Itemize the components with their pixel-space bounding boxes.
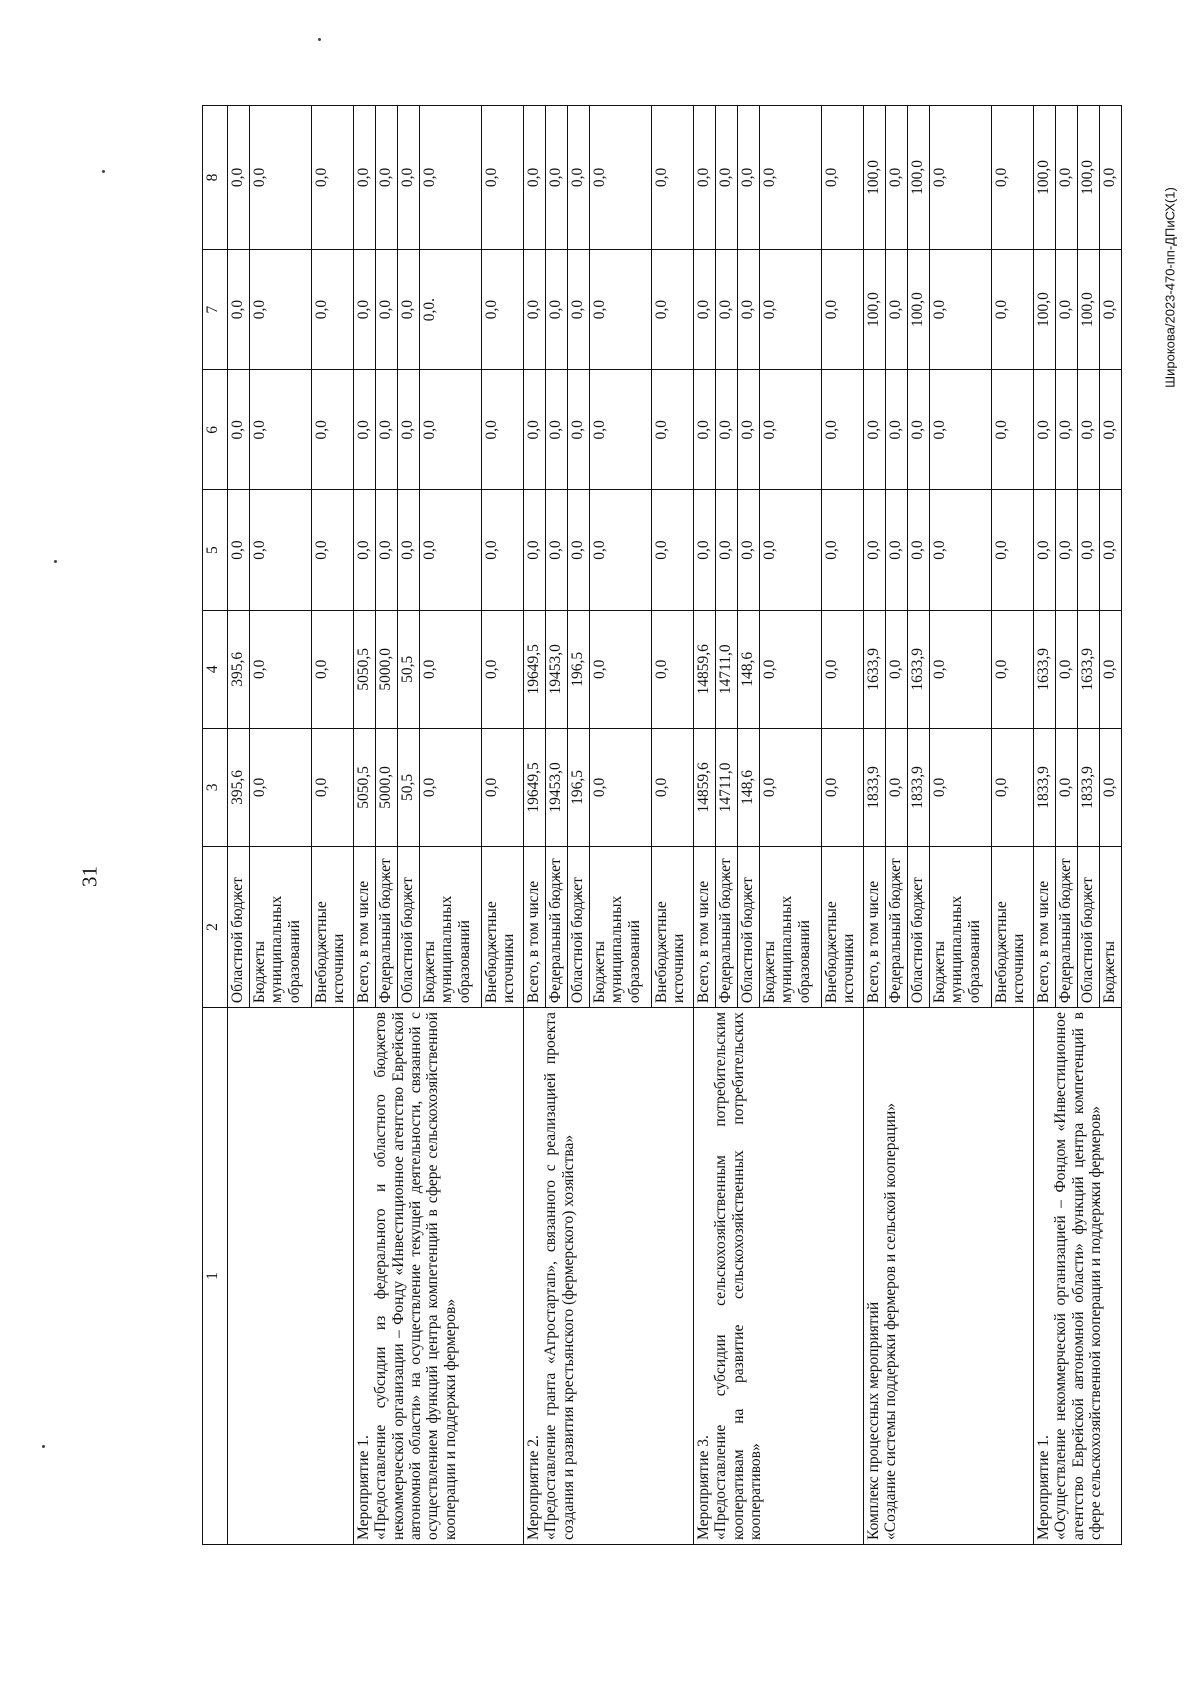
amount-cell: 0,0 bbox=[1056, 728, 1078, 846]
amount-cell: 395,6 bbox=[228, 728, 250, 846]
amount-cell: 0,0 bbox=[398, 370, 420, 490]
header-cell: 8 bbox=[203, 106, 228, 250]
amount-cell: 0,0 bbox=[398, 106, 420, 250]
table-body bbox=[203, 106, 1122, 1545]
amount-cell: 0,0 bbox=[228, 106, 250, 250]
amount-cell: 0,0 bbox=[822, 106, 864, 250]
amount-cell: 0,0 bbox=[482, 106, 524, 250]
amount-cell: 14859,6 bbox=[694, 610, 716, 728]
amount-cell: 0,0 bbox=[376, 370, 398, 490]
amount-cell: 0,0 bbox=[652, 370, 694, 490]
funding-source: Бюджеты муниципальных образований bbox=[250, 846, 312, 1007]
funding-source: Областной бюджет bbox=[1078, 846, 1100, 1007]
amount-cell: 19453,0 bbox=[546, 728, 568, 846]
amount-cell: 0,0 bbox=[482, 610, 524, 728]
amount-cell: 0,0 bbox=[886, 610, 908, 728]
amount-cell: 0,0 bbox=[930, 370, 992, 490]
amount-cell: 100,0 bbox=[1034, 249, 1056, 369]
amount-cell: 0,0 bbox=[760, 490, 822, 610]
funding-source: Бюджеты муниципальных образований bbox=[930, 846, 992, 1007]
amount-cell: 0,0 bbox=[822, 370, 864, 490]
amount-cell: 0,0 bbox=[420, 728, 482, 846]
amount-cell: 0,0 bbox=[376, 106, 398, 250]
amount-cell: 100,0 bbox=[1034, 106, 1056, 250]
amount-cell: 0,0 bbox=[716, 249, 738, 369]
amount-cell: 148,6 bbox=[738, 610, 760, 728]
amount-cell: 0,0 bbox=[398, 249, 420, 369]
amount-cell: 0,0 bbox=[228, 490, 250, 610]
header-cell: 1 bbox=[203, 1008, 228, 1545]
table-row bbox=[694, 106, 716, 1545]
funding-source: Всего, в том числе bbox=[694, 846, 716, 1007]
table-row bbox=[228, 106, 250, 1545]
amount-cell: 0,0 bbox=[312, 249, 354, 369]
amount-cell: 0,0 bbox=[420, 370, 482, 490]
scan-speck bbox=[42, 1445, 45, 1448]
funding-source: Внебюджетные источники bbox=[312, 846, 354, 1007]
amount-cell: 0,0 bbox=[738, 249, 760, 369]
table-row bbox=[354, 106, 376, 1545]
amount-cell: 0,0 bbox=[716, 490, 738, 610]
amount-cell: 0,0 bbox=[694, 370, 716, 490]
scan-speck bbox=[54, 560, 57, 563]
funding-source: Внебюджетные источники bbox=[822, 846, 864, 1007]
amount-cell: 0,0. bbox=[420, 249, 482, 369]
table-row bbox=[1034, 106, 1056, 1545]
amount-cell: 1833,9 bbox=[908, 728, 930, 846]
funding-source: Бюджеты муниципальных образований bbox=[590, 846, 652, 1007]
measure-description: Мероприятие 1. «Осуществление некоммерческой организацией – Фондом «Инвестиционное агентство Еврейской автономной области» функций центра компетенций в сфере сельскохозяйственной кооперации и поддержки фермеров» bbox=[1034, 1008, 1122, 1545]
amount-cell: 0,0 bbox=[930, 249, 992, 369]
amount-cell: 0,0 bbox=[250, 106, 312, 250]
funding-source: Федеральный бюджет bbox=[1056, 846, 1078, 1007]
amount-cell: 0,0 bbox=[568, 490, 590, 610]
header-cell: 2 bbox=[203, 846, 228, 1007]
amount-cell: 5050,5 bbox=[354, 610, 376, 728]
amount-cell: 14711,0 bbox=[716, 610, 738, 728]
amount-cell: 5000,0 bbox=[376, 610, 398, 728]
amount-cell: 1633,9 bbox=[908, 610, 930, 728]
amount-cell: 0,0 bbox=[886, 490, 908, 610]
amount-cell: 0,0 bbox=[524, 370, 546, 490]
scan-speck bbox=[318, 38, 321, 41]
amount-cell: 0,0 bbox=[1056, 249, 1078, 369]
amount-cell: 0,0 bbox=[822, 728, 864, 846]
amount-cell: 0,0 bbox=[652, 610, 694, 728]
amount-cell: 0,0 bbox=[546, 370, 568, 490]
amount-cell: 100,0 bbox=[1078, 106, 1100, 250]
header-cell: 4 bbox=[203, 610, 228, 728]
measure-description: Мероприятие 3. «Предоставление субсидии сельскохозяйственным потребительским кооперативам на развитие сельскохозяйственных потребительских кооперативов» bbox=[694, 1008, 864, 1545]
amount-cell: 0,0 bbox=[524, 106, 546, 250]
funding-table bbox=[202, 105, 1122, 1545]
funding-source: Внебюджетные источники bbox=[652, 846, 694, 1007]
amount-cell: 0,0 bbox=[354, 490, 376, 610]
amount-cell: 0,0 bbox=[546, 106, 568, 250]
amount-cell: 0,0 bbox=[590, 610, 652, 728]
amount-cell: 0,0 bbox=[930, 490, 992, 610]
amount-cell: 0,0 bbox=[992, 106, 1034, 250]
amount-cell: 100,0 bbox=[1078, 249, 1100, 369]
amount-cell: 100,0 bbox=[908, 106, 930, 250]
amount-cell: 0,0 bbox=[354, 249, 376, 369]
amount-cell: 0,0 bbox=[1056, 370, 1078, 490]
amount-cell: 0,0 bbox=[908, 370, 930, 490]
amount-cell: 0,0 bbox=[312, 728, 354, 846]
amount-cell: 1633,9 bbox=[1034, 610, 1056, 728]
amount-cell: 0,0 bbox=[1034, 370, 1056, 490]
header-cell: 7 bbox=[203, 249, 228, 369]
amount-cell: 0,0 bbox=[992, 610, 1034, 728]
funding-source: Бюджеты bbox=[1100, 846, 1122, 1007]
amount-cell: 0,0 bbox=[652, 728, 694, 846]
amount-cell: 196,5 bbox=[568, 728, 590, 846]
funding-source: Всего, в том числе bbox=[354, 846, 376, 1007]
funding-source: Федеральный бюджет bbox=[546, 846, 568, 1007]
amount-cell: 14859,6 bbox=[694, 728, 716, 846]
amount-cell: 0,0 bbox=[694, 106, 716, 250]
amount-cell: 0,0 bbox=[1100, 106, 1122, 250]
amount-cell: 0,0 bbox=[1100, 490, 1122, 610]
amount-cell: 0,0 bbox=[420, 610, 482, 728]
amount-cell: 0,0 bbox=[738, 370, 760, 490]
amount-cell: 0,0 bbox=[590, 106, 652, 250]
amount-cell: 0,0 bbox=[822, 249, 864, 369]
amount-cell: 0,0 bbox=[992, 728, 1034, 846]
table-row bbox=[864, 106, 886, 1545]
funding-source: Внебюджетные источники bbox=[992, 846, 1034, 1007]
amount-cell: 0,0 bbox=[930, 728, 992, 846]
amount-cell: 0,0 bbox=[524, 249, 546, 369]
amount-cell: 0,0 bbox=[864, 490, 886, 610]
funding-source: Бюджеты муниципальных образований bbox=[420, 846, 482, 1007]
table-row bbox=[524, 106, 546, 1545]
amount-cell: 148,6 bbox=[738, 728, 760, 846]
amount-cell: 0,0 bbox=[694, 249, 716, 369]
amount-cell: 0,0 bbox=[546, 249, 568, 369]
rotated-table-container bbox=[202, 105, 1118, 1545]
header-cell: 5 bbox=[203, 490, 228, 610]
amount-cell: 0,0 bbox=[1100, 728, 1122, 846]
measure-description: Мероприятие 2. «Предоставление гранта «Агростартап», связанного с реализацией проекта создания и развития крестьянского (фермерского) хозяйства» bbox=[524, 1008, 694, 1545]
amount-cell: 0,0 bbox=[930, 610, 992, 728]
amount-cell: 0,0 bbox=[886, 370, 908, 490]
funding-source: Федеральный бюджет bbox=[886, 846, 908, 1007]
measure-description: Мероприятие 1. «Предоставление субсидии из федерального и областного бюджетов некоммерческой организации – Фонду «Инвестиционное агентство Еврейской автономной области» на осуществление текущей деятельности, связанной с осуществлением функций центра компетенций в сфере сельскохозяйственной кооперации и поддержки фермеров» bbox=[354, 1008, 524, 1545]
amount-cell: 395,6 bbox=[228, 610, 250, 728]
amount-cell: 0,0 bbox=[312, 610, 354, 728]
funding-source: Областной бюджет bbox=[908, 846, 930, 1007]
amount-cell: 0,0 bbox=[992, 490, 1034, 610]
amount-cell: 0,0 bbox=[250, 610, 312, 728]
amount-cell: 0,0 bbox=[822, 610, 864, 728]
amount-cell: 0,0 bbox=[376, 490, 398, 610]
amount-cell: 50,5 bbox=[398, 728, 420, 846]
amount-cell: 0,0 bbox=[546, 490, 568, 610]
amount-cell: 0,0 bbox=[420, 106, 482, 250]
amount-cell: 0,0 bbox=[652, 490, 694, 610]
funding-source: Бюджеты муниципальных образований bbox=[760, 846, 822, 1007]
amount-cell: 0,0 bbox=[886, 728, 908, 846]
amount-cell: 0,0 bbox=[886, 249, 908, 369]
funding-source: Федеральный бюджет bbox=[716, 846, 738, 1007]
funding-source: Областной бюджет bbox=[568, 846, 590, 1007]
amount-cell: 0,0 bbox=[354, 370, 376, 490]
amount-cell: 5000,0 bbox=[376, 728, 398, 846]
amount-cell: 0,0 bbox=[1100, 610, 1122, 728]
amount-cell: 0,0 bbox=[568, 106, 590, 250]
amount-cell: 0,0 bbox=[738, 106, 760, 250]
amount-cell: 0,0 bbox=[738, 490, 760, 610]
amount-cell: 0,0 bbox=[568, 249, 590, 369]
amount-cell: 1633,9 bbox=[1078, 610, 1100, 728]
amount-cell: 0,0 bbox=[822, 490, 864, 610]
amount-cell: 0,0 bbox=[228, 249, 250, 369]
funding-source: Областной бюджет bbox=[228, 846, 250, 1007]
amount-cell: 1633,9 bbox=[864, 610, 886, 728]
amount-cell: 0,0 bbox=[1056, 610, 1078, 728]
page-number: 31 bbox=[77, 866, 102, 887]
amount-cell: 0,0 bbox=[250, 249, 312, 369]
amount-cell: 0,0 bbox=[864, 370, 886, 490]
amount-cell: 0,0 bbox=[354, 106, 376, 250]
funding-source: Внебюджетные источники bbox=[482, 846, 524, 1007]
amount-cell: 50,5 bbox=[398, 610, 420, 728]
funding-source: Всего, в том числе bbox=[864, 846, 886, 1007]
amount-cell: 0,0 bbox=[250, 490, 312, 610]
funding-source: Областной бюджет bbox=[398, 846, 420, 1007]
funding-source: Областной бюджет bbox=[738, 846, 760, 1007]
amount-cell: 100,0 bbox=[908, 249, 930, 369]
amount-cell: 0,0 bbox=[1056, 106, 1078, 250]
amount-cell: 1833,9 bbox=[1034, 728, 1056, 846]
amount-cell: 0,0 bbox=[760, 106, 822, 250]
amount-cell: 5050,5 bbox=[354, 728, 376, 846]
amount-cell: 196,5 bbox=[568, 610, 590, 728]
amount-cell: 0,0 bbox=[1034, 490, 1056, 610]
amount-cell: 100,0 bbox=[864, 106, 886, 250]
amount-cell: 0,0 bbox=[482, 249, 524, 369]
amount-cell: 0,0 bbox=[716, 370, 738, 490]
header-row bbox=[203, 106, 228, 1545]
amount-cell: 0,0 bbox=[482, 370, 524, 490]
amount-cell: 0,0 bbox=[398, 490, 420, 610]
measure-description: Комплекс процессных мероприятий «Создание системы поддержки фермеров и сельской кооперации» bbox=[864, 1008, 1034, 1545]
amount-cell: 0,0 bbox=[652, 106, 694, 250]
amount-cell: 14711,0 bbox=[716, 728, 738, 846]
amount-cell: 0,0 bbox=[590, 249, 652, 369]
amount-cell: 0,0 bbox=[482, 490, 524, 610]
amount-cell: 0,0 bbox=[420, 490, 482, 610]
amount-cell: 0,0 bbox=[716, 106, 738, 250]
amount-cell: 0,0 bbox=[652, 249, 694, 369]
amount-cell: 0,0 bbox=[1100, 370, 1122, 490]
amount-cell: 0,0 bbox=[694, 490, 716, 610]
amount-cell: 0,0 bbox=[1078, 490, 1100, 610]
amount-cell: 19453,0 bbox=[546, 610, 568, 728]
amount-cell: 0,0 bbox=[568, 370, 590, 490]
amount-cell: 100,0 bbox=[864, 249, 886, 369]
amount-cell: 19649,5 bbox=[524, 610, 546, 728]
funding-source: Федеральный бюджет bbox=[376, 846, 398, 1007]
amount-cell: 0,0 bbox=[312, 490, 354, 610]
amount-cell: 0,0 bbox=[760, 370, 822, 490]
amount-cell: 0,0 bbox=[312, 106, 354, 250]
amount-cell: 0,0 bbox=[992, 370, 1034, 490]
header-cell: 3 bbox=[203, 728, 228, 846]
funding-source: Всего, в том числе bbox=[1034, 846, 1056, 1007]
amount-cell: 0,0 bbox=[250, 370, 312, 490]
amount-cell: 0,0 bbox=[1056, 490, 1078, 610]
amount-cell: 1833,9 bbox=[864, 728, 886, 846]
amount-cell: 0,0 bbox=[524, 490, 546, 610]
scan-speck bbox=[102, 170, 105, 173]
amount-cell: 1833,9 bbox=[1078, 728, 1100, 846]
amount-cell: 0,0 bbox=[760, 728, 822, 846]
amount-cell: 0,0 bbox=[1078, 370, 1100, 490]
amount-cell: 0,0 bbox=[250, 728, 312, 846]
amount-cell: 0,0 bbox=[228, 370, 250, 490]
amount-cell: 0,0 bbox=[482, 728, 524, 846]
measure-description bbox=[228, 1008, 354, 1545]
amount-cell: 0,0 bbox=[886, 106, 908, 250]
amount-cell: 0,0 bbox=[930, 106, 992, 250]
amount-cell: 0,0 bbox=[908, 490, 930, 610]
amount-cell: 0,0 bbox=[312, 370, 354, 490]
amount-cell: 0,0 bbox=[992, 249, 1034, 369]
document-footer-code: Широкова/2023-470-пп-ДПиСХ(1) bbox=[1162, 187, 1178, 388]
amount-cell: 0,0 bbox=[590, 490, 652, 610]
amount-cell: 0,0 bbox=[590, 370, 652, 490]
amount-cell: 0,0 bbox=[760, 249, 822, 369]
funding-source: Всего, в том числе bbox=[524, 846, 546, 1007]
amount-cell: 0,0 bbox=[376, 249, 398, 369]
amount-cell: 0,0 bbox=[760, 610, 822, 728]
amount-cell: 19649,5 bbox=[524, 728, 546, 846]
header-cell: 6 bbox=[203, 370, 228, 490]
amount-cell: 0,0 bbox=[1100, 249, 1122, 369]
amount-cell: 0,0 bbox=[590, 728, 652, 846]
